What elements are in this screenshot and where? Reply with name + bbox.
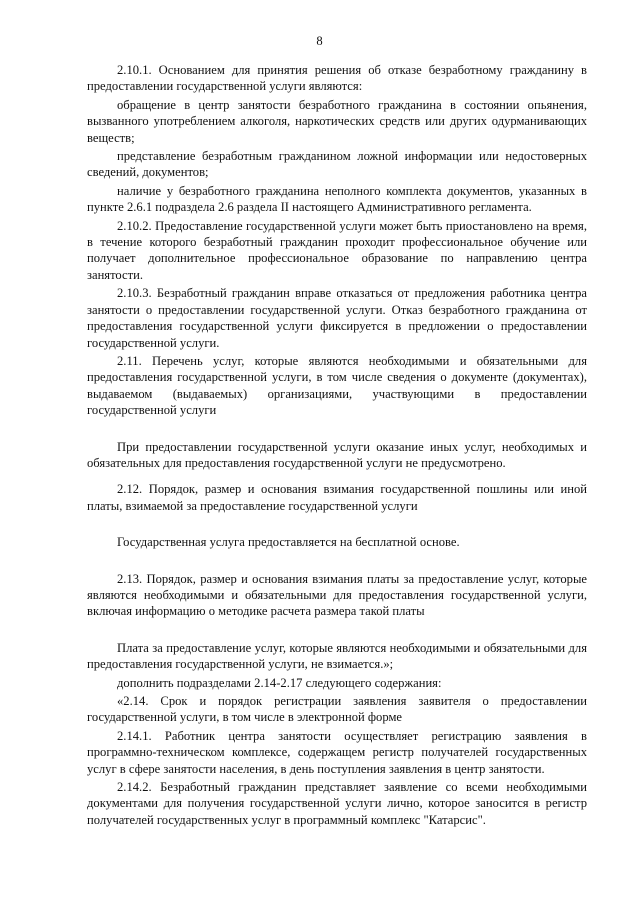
paragraph-2-10-2: 2.10.2. Предоставление государственной услуги может быть приостановлено на время, в течение которого безработный гражданин проходит профессиональное обучение или получает дополнительное профессиональное образование по направлению центра занятости. [87, 218, 587, 282]
paragraph-free-of-charge: Государственная услуга предоставляется на бесплатной основе. [117, 535, 460, 550]
paragraph-2-10-3: 2.10.3. Безработный гражданин вправе отказаться от предложения работника центра занятости о предоставлении государственной услуги. Отказ безработного гражданина от предоставления государственной услуги фиксируется в предложении о предоставлении государственной услуги. [87, 286, 587, 350]
page-number: 8 [316, 34, 323, 48]
paragraph-2-10-1: 2.10.1. Основанием для принятия решения об отказе безработному гражданину в предоставлении государственной услуги являются: [87, 63, 587, 94]
paragraph-intoxication: обращение в центр занятости безработного гражданина в состоянии опьянения, вызванного употреблением алкоголя, наркотических средств или других одурманивающих веществ; [87, 97, 587, 145]
section-heading-2-11: 2.11. Перечень услуг, которые являются необходимыми и обязательными для предоставления государственной услуги, в том числе сведения о документе (документах), выдаваемом (выдаваемых) организациями, участвующими в предоставлении государственной услуги [87, 353, 587, 418]
paragraph-2-14-1: 2.14.1. Работник центра занятости осуществляет регистрацию заявления в программно-техническом комплексе, содержащем регистр получателей государственных услуг в сфере занятости населения, в день поступления заявления в центр занятости. [87, 728, 587, 776]
section-heading-2-12: 2.12. Порядок, размер и основания взимания государственной пошлины или иной платы, взимаемой за предоставление государственной услуги [87, 482, 587, 513]
paragraph-no-fee: Плата за предоставление услуг, которые являются необходимыми и обязательными для предоставления государственной услуги, не взимается.»; [87, 640, 587, 672]
document-body [87, 62, 587, 830]
section-heading-2-13: 2.13. Порядок, размер и основания взимания платы за предоставление услуг, которые являются необходимыми и обязательными для предоставления государственной услуги, включая информацию о методике расчета размера такой платы [87, 571, 587, 619]
paragraph-no-other-services: При предоставлении государственной услуги оказание иных услуг, необходимых и обязательных для предоставления государственной услуги не предусмотрено. [87, 439, 587, 470]
paragraph-incomplete-docs: наличие у безработного гражданина неполного комплекта документов, указанных в пункте 2.6.1 подраздела 2.6 раздела II настоящего Административного регламента. [87, 183, 587, 215]
paragraph-add-subsections: дополнить подразделами 2.14-2.17 следующего содержания: [117, 675, 442, 690]
section-heading-2-14: «2.14. Срок и порядок регистрации заявления заявителя о предоставлении государственной услуги, в том числе в электронной форме [87, 694, 587, 725]
paragraph-false-info: представление безработным гражданином ложной информации или недостоверных сведений, документов; [87, 149, 587, 180]
paragraph-2-14-2: 2.14.2. Безработный гражданин представляет заявление со всеми необходимыми документами для получения государственной услуги лично, которое заносится в регистр получателей государственных услуг в программный комплекс "Катарсис". [87, 780, 587, 827]
